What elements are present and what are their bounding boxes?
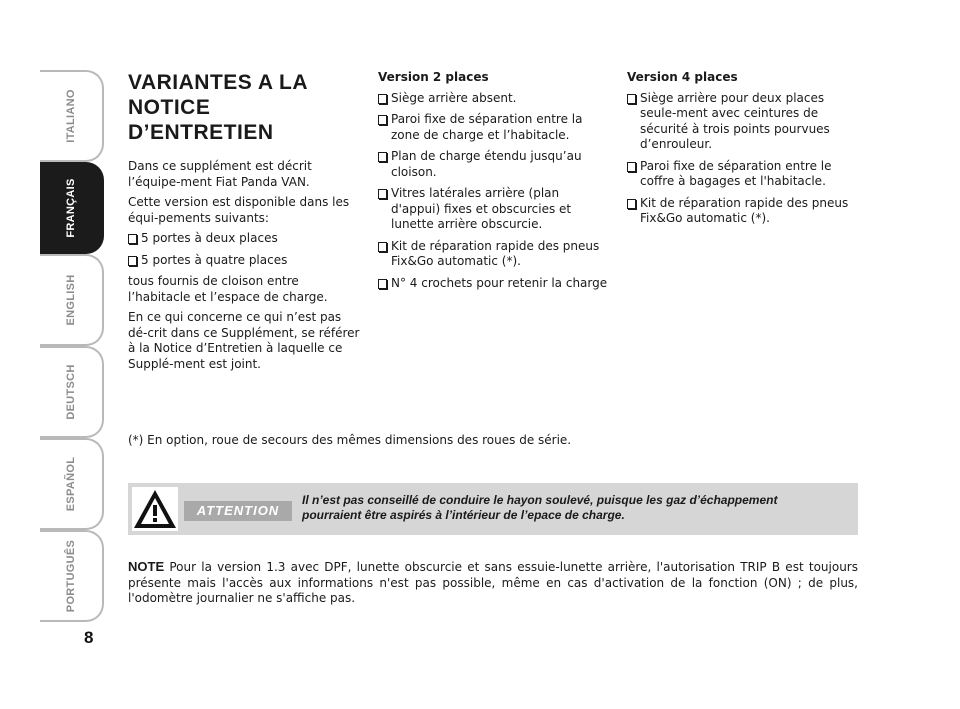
list-item: Siège arrière absent.	[378, 91, 608, 107]
column-version-2	[378, 70, 608, 297]
note-label: NOTE	[128, 559, 165, 574]
tab-label: ESPAÑOL	[65, 456, 77, 512]
tab-label: ITALIANO	[65, 89, 77, 143]
list-item: Kit de réparation rapide des pneus Fix&Go automatic (*).	[627, 196, 859, 227]
attention-line-1: Il n’est pas conseillé de conduire le hayon soulevé, puisque les gaz d’échappement	[302, 493, 778, 507]
column-intro	[128, 70, 360, 377]
attention-line-2: pourraient être aspirés à l’intérieur de l’epace de charge.	[302, 508, 625, 522]
attention-label: ATTENTION	[184, 501, 292, 521]
footnote: (*) En option, roue de secours des mêmes dimensions des roues de série.	[128, 433, 572, 447]
list-item: N° 4 crochets pour retenir la charge	[378, 276, 608, 292]
tab-espanol[interactable]	[40, 438, 104, 530]
reference-paragraph: En ce qui concerne ce qui n’est pas dé-crit dans ce Supplément, se référer à la Notice d’Entretien à laquelle ce Supplé-ment est joint.	[128, 310, 360, 371]
tab-label: PORTUGUÊS	[65, 539, 77, 613]
column-version-4	[627, 70, 859, 233]
warning-triangle-icon	[132, 487, 178, 531]
version-2-list	[378, 91, 608, 292]
tab-label: ENGLISH	[65, 274, 77, 326]
version-4-list	[627, 91, 859, 227]
partition-paragraph: tous fournis de cloison entre l’habitacle et l’espace de charge.	[128, 274, 328, 304]
list-item: Kit de réparation rapide des pneus Fix&Go automatic (*).	[378, 239, 608, 270]
versions-paragraph: Cette version est disponible dans les équi-pements suivants:	[128, 195, 350, 225]
versions-list	[128, 231, 360, 268]
list-item: Plan de charge étendu jusqu’au cloison.	[378, 149, 608, 180]
section-heading: Version 4 places	[627, 70, 738, 84]
note-paragraph	[128, 559, 858, 607]
list-item: 5 portes à quatre places	[128, 253, 360, 269]
title-line-1: VARIANTES A LA	[128, 71, 309, 94]
tab-english[interactable]	[40, 254, 104, 346]
attention-box	[128, 483, 858, 535]
title-line-2: NOTICE D’ENTRETIEN	[128, 96, 274, 144]
list-item: Vitres latérales arrière (plan d'appui) fixes et obscurcies et lunette arrière obscurcie.	[378, 186, 608, 233]
list-item: Paroi fixe de séparation entre le coffre à bagages et l'habitacle.	[627, 159, 859, 190]
tab-label: DEUTSCH	[65, 364, 77, 420]
tab-francais[interactable]	[40, 162, 104, 254]
attention-text	[302, 493, 822, 523]
tab-deutsch[interactable]	[40, 346, 104, 438]
list-item: 5 portes à deux places	[128, 231, 360, 247]
list-item: Paroi fixe de séparation entre la zone de charge et l’habitacle.	[378, 112, 608, 143]
section-heading: Version 2 places	[378, 70, 489, 84]
tab-italiano[interactable]	[40, 70, 104, 162]
tab-portugues[interactable]	[40, 530, 104, 622]
intro-paragraph: Dans ce supplément est décrit l’équipe-ment Fiat Panda VAN.	[128, 159, 312, 189]
list-item: Siège arrière pour deux places seule-ment avec ceintures de sécurité à trois points pourvues d’enrouleur.	[627, 91, 859, 153]
page-title	[128, 70, 360, 145]
note-text: Pour la version 1.3 avec DPF, lunette obscurcie et sans essuie-lunette arrière, l'autorisation TRIP B est toujours présente mais l'accès aux informations n'est pas possible, même en cas d'activation de la fonction (ON) ; de plus, l'odomètre journalier ne s'affiche pas.	[128, 560, 858, 605]
page-number: 8	[84, 628, 94, 647]
tab-label: FRANÇAIS	[65, 178, 77, 238]
